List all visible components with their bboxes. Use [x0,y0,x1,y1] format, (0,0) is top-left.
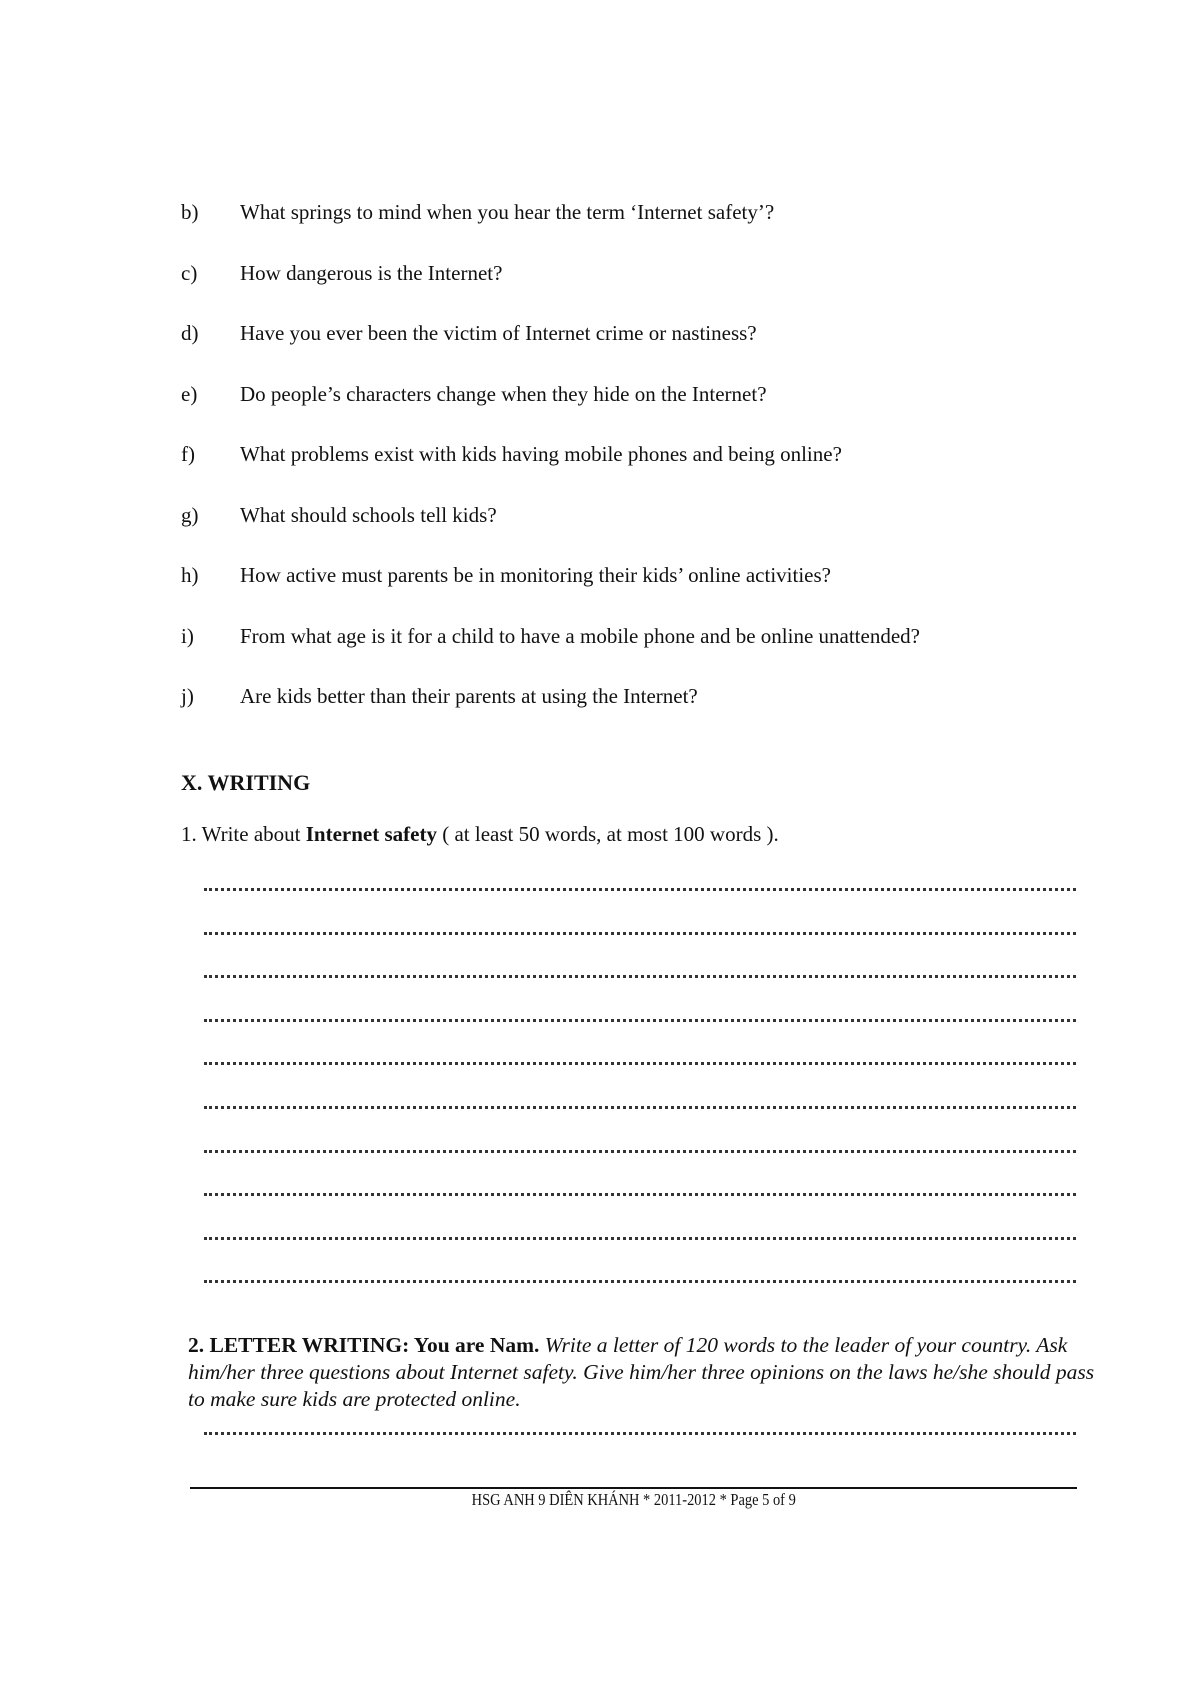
task-1-topic: Internet safety [305,822,437,846]
section-title: X. WRITING [181,770,311,795]
task-1-prefix: 1. Write about [181,822,306,846]
footer-rule [190,1487,1077,1489]
task-1-prompt [181,822,779,847]
question-text: What springs to mind when you hear the term ‘Internet safety’? [240,200,775,224]
answer-line[interactable] [204,888,1076,891]
task-2-prompt [188,1332,1103,1413]
question-text: From what age is it for a child to have a mobile phone and be online unattended? [240,623,920,648]
answer-line[interactable] [204,1019,1076,1022]
question-label: e) [181,381,198,406]
answer-line[interactable] [204,1150,1076,1153]
question-label: b) [181,200,199,224]
question-text: What should schools tell kids? [240,502,497,527]
answer-line[interactable] [204,1432,1076,1435]
task-2-title: 2. LETTER WRITING: You are Nam. [188,1333,540,1357]
question-text: Have you ever been the victim of Internet crime or nastiness? [240,321,757,345]
answer-line[interactable] [204,1280,1076,1283]
question-text: Do people’s characters change when they hide on the Internet? [240,381,767,406]
question-label: f) [181,442,195,466]
question-text: How dangerous is the Internet? [240,260,503,285]
answer-line[interactable] [204,1106,1076,1109]
question-text: How active must parents be in monitoring their kids’ online activities? [240,563,831,587]
task-1-suffix: ( at least 50 words, at most 100 words ). [436,822,779,846]
answer-line[interactable] [204,975,1076,978]
question-label: h) [181,563,199,587]
question-label: i) [181,623,194,648]
answer-line[interactable] [204,1193,1076,1196]
question-label: j) [181,684,194,708]
question-label: d) [181,321,199,345]
answer-line[interactable] [204,932,1076,935]
question-text: What problems exist with kids having mobile phones and being online? [240,442,842,466]
question-label: c) [181,260,198,285]
answer-line[interactable] [204,1062,1076,1065]
answer-line[interactable] [204,1237,1076,1240]
page-footer: HSG ANH 9 DIÊN KHÁNH * 2011-2012 * Page 5 of 9 [471,1490,796,1509]
task-2-instructions: Write a letter of 120 words to the leader of your country. Ask him/her three questions about Internet safety. Give him/her three opinions on the laws he/she should pass to make sure kids are protected online. [188,1333,1095,1411]
question-label: g) [181,502,199,527]
question-text: Are kids better than their parents at using the Internet? [240,684,698,708]
